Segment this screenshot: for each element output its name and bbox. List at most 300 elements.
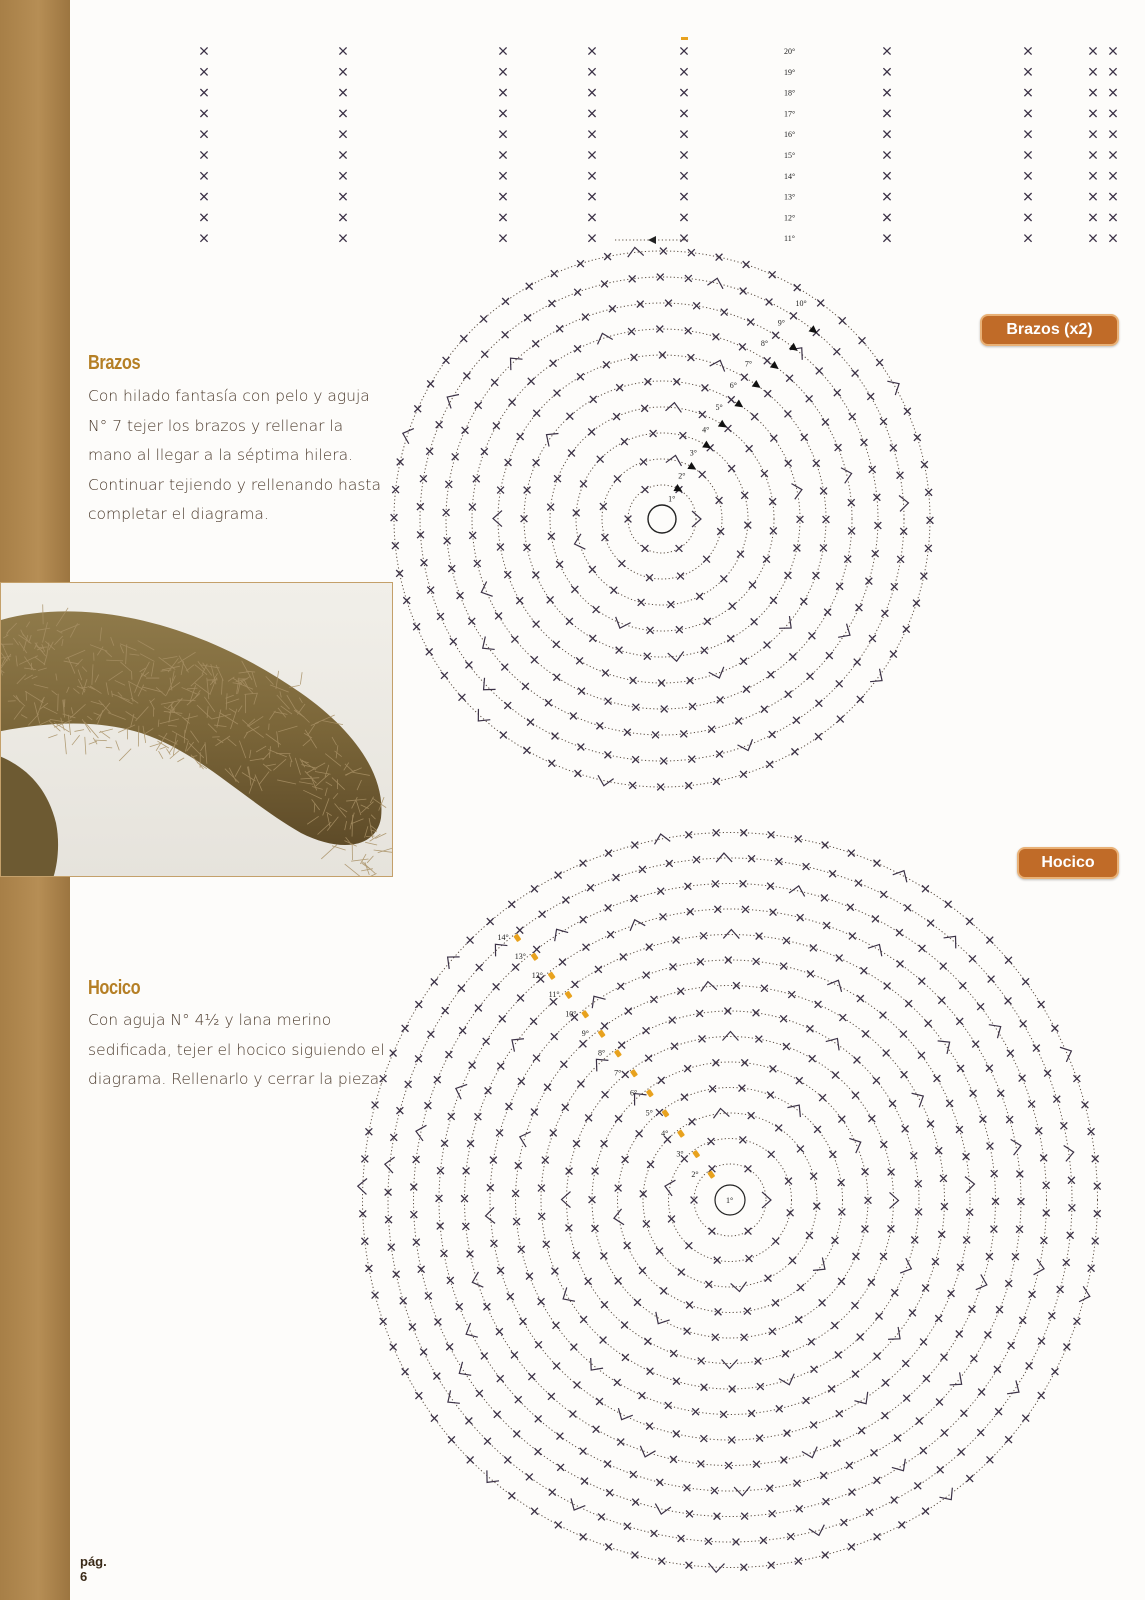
- stitch-x: [533, 946, 540, 953]
- stitch-x: [616, 384, 623, 391]
- stitch-x: [526, 1474, 533, 1481]
- stitch-x: [361, 1238, 368, 1245]
- stitch-x: [1024, 131, 1031, 138]
- stitch-x: [657, 784, 664, 791]
- stitch-x: [533, 621, 540, 628]
- stitch-x: [1005, 957, 1012, 964]
- round-label: 7°: [744, 359, 753, 369]
- page-number: [80, 1554, 120, 1584]
- stitch-x: [200, 68, 207, 75]
- furry-arm-image: [1, 583, 393, 877]
- stitch-x: [742, 906, 749, 913]
- stitch-x: [1019, 1075, 1026, 1082]
- stitch-x: [680, 110, 687, 117]
- stitch-x: [388, 1244, 395, 1251]
- stitch-x: [743, 686, 750, 693]
- direction-arrow: [752, 380, 763, 391]
- stitch-x: [966, 918, 973, 925]
- stitch-x: [547, 504, 554, 511]
- stitch-x: [676, 626, 683, 633]
- increase-symbol: [841, 466, 853, 484]
- stitch-x: [577, 744, 584, 751]
- stitch-x: [571, 586, 578, 593]
- stitch-x: [686, 1302, 693, 1309]
- round-label: 11°: [548, 990, 560, 1000]
- stitch-x: [680, 68, 687, 75]
- stitch-x: [499, 131, 506, 138]
- stitch-x: [554, 475, 561, 482]
- stitch-x: [728, 1437, 735, 1444]
- brazos-circular-diagram: [391, 247, 934, 791]
- increase-symbol: [567, 1498, 585, 1513]
- stitch-x: [578, 688, 585, 695]
- increase-symbol: [442, 951, 459, 969]
- stitch-x: [940, 963, 947, 970]
- stitch-x: [568, 450, 575, 457]
- stitch-x: [836, 1410, 843, 1417]
- stitch-x: [1089, 89, 1096, 96]
- round-path: [498, 355, 826, 683]
- stitch-x: [616, 647, 623, 654]
- stitch-x: [515, 1396, 522, 1403]
- stitch-x: [820, 1472, 827, 1479]
- stitch-x: [613, 874, 620, 881]
- stitch-x: [532, 571, 539, 578]
- increase-symbol: [627, 247, 644, 258]
- stitch-x: [729, 603, 736, 610]
- stitch-x: [588, 214, 595, 221]
- round-label: 8°: [760, 338, 769, 348]
- stitch-x: [508, 1492, 515, 1499]
- round-label: 8°: [598, 1048, 606, 1058]
- stitch-x: [570, 713, 577, 720]
- stitch-x: [528, 1373, 535, 1380]
- stitch-x: [883, 110, 890, 117]
- increase-symbol: [550, 925, 568, 941]
- stitch-x: [508, 901, 515, 908]
- stitch-x: [588, 172, 595, 179]
- stitch-x: [1082, 1101, 1089, 1108]
- stitch-x: [883, 68, 890, 75]
- stitch-x: [948, 1290, 955, 1297]
- stitch-x: [533, 459, 540, 466]
- stitch-x: [857, 995, 864, 1002]
- stitch-x: [817, 300, 824, 307]
- stitch-x: [1043, 1182, 1050, 1189]
- stitch-x: [1094, 1183, 1101, 1190]
- stitch-x: [925, 1020, 932, 1027]
- stitch-x: [716, 751, 723, 758]
- stitch-x: [560, 1061, 567, 1068]
- stitch-x: [785, 411, 792, 418]
- stitch-x: [678, 1269, 685, 1276]
- stitch-x: [918, 1052, 925, 1059]
- stitch-x: [551, 270, 558, 277]
- stitch-x: [725, 1462, 732, 1469]
- increase-symbol: [614, 1408, 632, 1423]
- increase-symbol: [587, 992, 605, 1008]
- hocico-title: Hocico: [88, 977, 141, 999]
- stitch-x: [657, 888, 664, 895]
- stitch-x: [821, 895, 828, 902]
- stitch-x: [632, 704, 639, 711]
- stitch-x: [747, 319, 754, 326]
- stitch-x: [680, 151, 687, 158]
- increase-symbol: [854, 1392, 872, 1408]
- increase-symbol: [723, 929, 739, 938]
- stitch-x: [883, 47, 890, 54]
- stitch-x: [427, 1031, 434, 1038]
- stitch-x: [888, 1225, 895, 1232]
- stitch-x: [957, 1264, 964, 1271]
- stitch-x: [916, 1418, 923, 1425]
- stitch-x: [556, 325, 563, 332]
- stitch-x: [1051, 1025, 1058, 1032]
- stitch-x: [1109, 68, 1116, 75]
- stitch-x: [883, 214, 890, 221]
- stitch-x: [631, 895, 638, 902]
- increase-symbol: [542, 428, 559, 446]
- stitch-x: [852, 1302, 859, 1309]
- row-label: 14°: [784, 171, 796, 181]
- page-number-value: 6: [80, 1569, 88, 1584]
- stitch-x: [413, 623, 420, 630]
- stitch-x: [573, 1252, 580, 1259]
- stitch-x: [945, 901, 952, 908]
- stitch-x: [699, 1036, 706, 1043]
- stitch-x: [809, 632, 816, 639]
- stitch-x: [704, 618, 711, 625]
- stitch-x: [582, 314, 589, 321]
- stitch-x: [425, 1293, 432, 1300]
- stitch-x: [499, 151, 506, 158]
- stitch-x: [987, 1456, 994, 1463]
- stitch-x: [1089, 151, 1096, 158]
- stitch-x: [797, 1284, 804, 1291]
- stitch-x: [894, 1435, 901, 1442]
- hocico-tag: Hocico: [1017, 847, 1119, 879]
- stitch-x: [403, 597, 410, 604]
- stitch-x: [624, 1523, 631, 1530]
- stitch-x: [794, 545, 801, 552]
- center-label: 1°: [726, 1196, 734, 1205]
- stitch-x: [1024, 214, 1031, 221]
- stitch-x: [391, 514, 398, 521]
- stitch-x: [496, 1328, 503, 1335]
- stitch-x: [550, 1130, 557, 1137]
- stitch-x: [656, 1479, 663, 1486]
- stitch-x: [1024, 110, 1031, 117]
- stitch-x: [200, 110, 207, 117]
- stitch-x: [484, 1438, 491, 1445]
- stitch-x: [857, 1334, 864, 1341]
- stitch-x: [1022, 978, 1029, 985]
- stitch-x: [717, 528, 724, 535]
- stitch-x: [200, 89, 207, 96]
- stitch-x: [796, 1077, 803, 1084]
- increase-symbol: [976, 1274, 990, 1292]
- stitch-x: [415, 1001, 422, 1008]
- stitch-x: [588, 428, 595, 435]
- marker-icon: [513, 934, 521, 943]
- stitch-x: [1073, 1075, 1080, 1082]
- increase-symbol: [827, 977, 845, 992]
- stitch-x: [960, 1410, 967, 1417]
- stitch-x: [770, 435, 777, 442]
- stitch-x: [475, 1113, 482, 1120]
- stitch-x: [601, 281, 608, 288]
- stitch-x: [749, 582, 756, 589]
- stitch-x: [808, 1338, 815, 1345]
- stitch-x: [764, 357, 771, 364]
- stitch-x: [761, 985, 768, 992]
- stitch-x: [831, 1322, 838, 1329]
- stitch-x: [647, 1161, 654, 1168]
- increase-symbol: [517, 1129, 530, 1147]
- stitch-x: [443, 509, 450, 516]
- stitch-x: [502, 298, 509, 305]
- stitch-x: [880, 1012, 887, 1019]
- stitch-x: [585, 1114, 592, 1121]
- stitch-x: [1038, 1338, 1045, 1345]
- stitch-x: [593, 1426, 600, 1433]
- stitch-x: [500, 732, 507, 739]
- stitch-x: [617, 1439, 624, 1446]
- page-label: pág.: [80, 1554, 107, 1569]
- direction-arrow: [734, 400, 745, 411]
- stitch-x: [528, 378, 535, 385]
- stitch-x: [803, 1397, 810, 1404]
- stitch-x: [660, 758, 667, 765]
- stitch-x: [848, 1543, 855, 1550]
- stitch-x: [507, 1293, 514, 1300]
- stitch-x: [538, 1213, 545, 1220]
- stitch-x: [712, 333, 719, 340]
- stitch-x: [810, 945, 817, 952]
- stitch-x: [531, 1508, 538, 1515]
- stitch-x: [789, 1257, 796, 1264]
- stitch-x: [532, 340, 539, 347]
- stitch-x: [780, 1015, 787, 1022]
- stitch-x: [538, 1298, 545, 1305]
- round-path: [524, 381, 800, 657]
- stitch-x: [923, 1375, 930, 1382]
- stitch-x: [660, 248, 667, 255]
- stitch-x: [505, 459, 512, 466]
- stitch-x: [1024, 47, 1031, 54]
- stitch-x: [927, 1121, 934, 1128]
- stitch-x: [922, 1285, 929, 1292]
- stitch-x: [597, 456, 604, 463]
- stitch-x: [1060, 1122, 1067, 1129]
- stitch-x: [897, 556, 904, 563]
- stitch-x: [643, 1027, 650, 1034]
- stitch-x: [873, 1077, 880, 1084]
- stitch-x: [580, 1448, 587, 1455]
- marker-icon: [614, 1049, 622, 1058]
- stitch-x: [785, 691, 792, 698]
- stitch-x: [832, 1072, 839, 1079]
- direction-arrow: [770, 361, 781, 372]
- stitch-x: [462, 427, 469, 434]
- stitch-x: [512, 964, 519, 971]
- stitch-x: [200, 235, 207, 242]
- stitch-x: [971, 1355, 978, 1362]
- stitch-x: [1109, 214, 1116, 221]
- stitch-x: [891, 1497, 898, 1504]
- stitch-x: [647, 627, 654, 634]
- stitch-x: [772, 1238, 779, 1245]
- stitch-x: [622, 1354, 629, 1361]
- stitch-x: [402, 1368, 409, 1375]
- stitch-x: [601, 1140, 608, 1147]
- stitch-x: [680, 131, 687, 138]
- stitch-x: [339, 235, 346, 242]
- stitch-x: [605, 850, 612, 857]
- stitch-x: [448, 565, 455, 572]
- stitch-x: [768, 1151, 775, 1158]
- stitch-x: [925, 545, 932, 552]
- stitch-x: [869, 466, 876, 473]
- stitch-x: [526, 283, 533, 290]
- stitch-x: [904, 408, 911, 415]
- stitch-x: [1089, 110, 1096, 117]
- stitch-x: [1053, 1096, 1060, 1103]
- stitch-x: [856, 604, 863, 611]
- stitch-x: [861, 967, 868, 974]
- stitch-x: [644, 1338, 651, 1345]
- stitch-x: [614, 475, 621, 482]
- stitch-x: [458, 985, 465, 992]
- stitch-x: [1052, 1368, 1059, 1375]
- stitch-x: [956, 1331, 963, 1338]
- stitch-x: [755, 1036, 762, 1043]
- stitch-x: [873, 1477, 880, 1484]
- stitch-x: [735, 718, 742, 725]
- stitch-x: [936, 1399, 943, 1406]
- stitch-x: [1022, 1415, 1029, 1422]
- stitch-x: [959, 982, 966, 989]
- stitch-x: [481, 448, 488, 455]
- round-label: 1°: [668, 494, 676, 504]
- stitch-x: [765, 1275, 772, 1282]
- stitch-x: [852, 370, 859, 377]
- stitch-x: [200, 131, 207, 138]
- stitch-x: [826, 652, 833, 659]
- stitch-x: [497, 544, 504, 551]
- stitch-x: [618, 1042, 625, 1049]
- stitch-x: [681, 1094, 688, 1101]
- stitch-x: [815, 1001, 822, 1008]
- stitch-x: [513, 1218, 520, 1225]
- stitch-x: [548, 760, 555, 767]
- stitch-x: [462, 1223, 469, 1230]
- stitch-x: [728, 396, 735, 403]
- increase-symbol: [638, 1446, 656, 1460]
- stitch-x: [871, 1449, 878, 1456]
- stitch-x: [628, 328, 635, 335]
- stitch-x: [583, 944, 590, 951]
- stitch-x: [601, 1301, 608, 1308]
- stitch-x: [692, 1408, 699, 1415]
- stitch-x: [643, 972, 650, 979]
- stitch-x: [402, 1025, 409, 1032]
- stitch-x: [800, 598, 807, 605]
- stitch-x: [769, 271, 776, 278]
- increase-symbol: [899, 495, 909, 512]
- stitch-x: [795, 1316, 802, 1323]
- stitch-x: [753, 958, 760, 965]
- stitch-x: [496, 1129, 503, 1136]
- stitch-x: [504, 702, 511, 709]
- stitch-x: [618, 560, 625, 567]
- stitch-x: [499, 89, 506, 96]
- increase-symbol: [716, 853, 732, 862]
- round-label: 3°: [676, 1149, 684, 1159]
- stitch-x: [709, 1085, 716, 1092]
- stitch-x: [703, 556, 710, 563]
- stitch-x: [880, 891, 887, 898]
- stitch-x: [410, 1211, 417, 1218]
- increase-symbol: [938, 1036, 955, 1054]
- stitch-x: [932, 1258, 939, 1265]
- stitch-x: [549, 1489, 556, 1496]
- marker-icon: [661, 1109, 669, 1118]
- stitch-x: [941, 1354, 948, 1361]
- stitch-x: [883, 1050, 890, 1057]
- stitch-x: [589, 635, 596, 642]
- stitch-x: [834, 389, 841, 396]
- stitch-x: [913, 600, 920, 607]
- stitch-x: [425, 1102, 432, 1109]
- stitch-x: [986, 937, 993, 944]
- stitch-x: [580, 860, 587, 867]
- magic-ring: [648, 505, 676, 533]
- stitch-x: [685, 1242, 692, 1249]
- stitch-x: [815, 700, 822, 707]
- stitch-x: [644, 653, 651, 660]
- stitch-x: [531, 656, 538, 663]
- stitch-x: [550, 360, 557, 367]
- stitch-x: [987, 1143, 994, 1150]
- stitch-x: [569, 1411, 576, 1418]
- stitch-x: [437, 1167, 444, 1174]
- stitch-x: [1024, 89, 1031, 96]
- increase-symbol: [838, 624, 854, 642]
- stitch-x: [922, 885, 929, 892]
- stitch-x: [995, 1408, 1002, 1415]
- stitch-x: [502, 331, 509, 338]
- stitch-x: [1089, 235, 1096, 242]
- stitch-x: [553, 1322, 560, 1329]
- stitch-x: [832, 1237, 839, 1244]
- stitch-x: [836, 955, 843, 962]
- increase-symbol: [779, 1374, 797, 1387]
- stitch-x: [339, 172, 346, 179]
- stitch-x: [743, 261, 750, 268]
- stitch-x: [459, 1027, 466, 1034]
- stitch-x: [852, 1092, 859, 1099]
- brazos-tag: Brazos (x2): [980, 314, 1119, 346]
- stitch-x: [897, 472, 904, 479]
- increase-symbol: [357, 1178, 367, 1194]
- stitch-x: [559, 959, 566, 966]
- stitch-x: [828, 1386, 835, 1393]
- direction-arrow: [687, 462, 698, 473]
- row-label: 11°: [784, 234, 795, 244]
- round-label: 2°: [691, 1169, 699, 1179]
- stitch-x: [796, 1505, 803, 1512]
